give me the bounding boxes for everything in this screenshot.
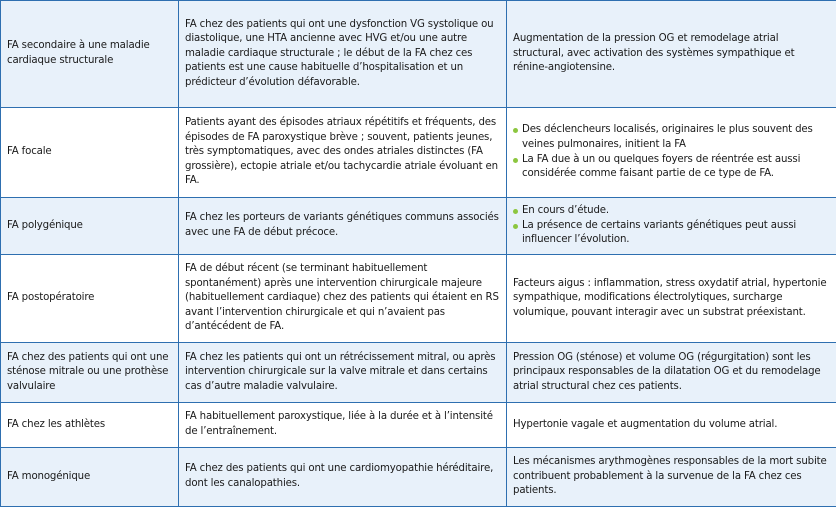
- table-row: [1, 198, 836, 255]
- mechanism-text: La présence de certains variants génétiques peut aussi influencer l’évolution.: [522, 219, 797, 246]
- description-cell: FA chez des patients qui ont une dysfonction VG systolique ou diastolique, une HTA ancienne avec HVG et/ou une autre maladie cardiaque structurale ; le début de la FA chez ces patients est une cause habituelle d’hospitalisation et un prédicteur d’évolution défavorable.: [179, 1, 507, 108]
- af-type-cell: FA postopératoire: [1, 255, 179, 343]
- mechanism-cell: [507, 108, 836, 198]
- af-type-cell: FA monogénique: [1, 448, 179, 507]
- table-row: [1, 448, 836, 507]
- table-row: [1, 255, 836, 343]
- description-cell: FA chez des patients qui ont une cardiomyopathie héréditaire, dont les canalopathies.: [179, 448, 507, 507]
- af-type-cell: FA chez les athlètes: [1, 403, 179, 448]
- mechanism-cell: Les mécanismes arythmogènes responsables de la mort subite contribuent probablement à la survenue de la FA chez ces patients.: [507, 448, 836, 507]
- mechanism-text: La FA due à un ou quelques foyers de réentrée est aussi considérée comme faisant partie de ce type de FA.: [522, 153, 801, 180]
- list-item: [513, 204, 830, 219]
- bullet-icon: [513, 224, 518, 229]
- bullet-icon: [513, 158, 518, 163]
- af-type-cell: FA focale: [1, 108, 179, 198]
- list-item: [513, 219, 830, 248]
- description-cell: Patients ayant des épisodes atriaux répétitifs et fréquents, des épisodes de FA paroxystique brève ; souvent, patients jeunes, très symptomatiques, avec des ondes atriales distinctes (FA grossière), ectopie atriale et/ou tachycardie atriale évoluant en FA.: [179, 108, 507, 198]
- bullet-icon: [513, 209, 518, 214]
- mechanism-cell: Augmentation de la pression OG et remodelage atrial structural, avec activation des systèmes sympathique et rénine-angiotensine.: [507, 1, 836, 108]
- description-cell: FA chez les porteurs de variants génétiques communs associés avec une FA de début précoce.: [179, 198, 507, 255]
- mechanism-text: Des déclencheurs localisés, originaires le plus souvent des veines pulmonaires, initient la FA: [522, 124, 813, 150]
- list-item: [513, 123, 830, 152]
- table-row: [1, 343, 836, 403]
- af-type-cell: FA polygénique: [1, 198, 179, 255]
- description-cell: FA chez les patients qui ont un rétrécissement mitral, ou après intervention chirurgicale sur la valve mitrale et dans certains cas d’autre maladie valvulaire.: [179, 343, 507, 403]
- mechanism-text: En cours d’étude.: [522, 205, 610, 217]
- table-row: [1, 108, 836, 198]
- mechanism-cell: Hypertonie vagale et augmentation du volume atrial.: [507, 403, 836, 448]
- description-cell: FA de début récent (se terminant habituellement spontanément) après une intervention chirurgicale majeure (habituellement cardiaque) chez des patients qui étaient en RS avant l’intervention chirurgicale et qui n’avaient pas d’antécédent de FA.: [179, 255, 507, 343]
- description-cell: FA habituellement paroxystique, liée à la durée et à l’intensité de l’entraînement.: [179, 403, 507, 448]
- mechanism-cell: Facteurs aigus : inflammation, stress oxydatif atrial, hypertonie sympathique, modifications électrolytiques, surcharge volumique, pouvant interagir avec un substrat préexistant.: [507, 255, 836, 343]
- list-item: [513, 153, 830, 182]
- mechanism-cell: [507, 198, 836, 255]
- table-row: [1, 1, 836, 108]
- bullet-icon: [513, 128, 518, 133]
- table-row: [1, 403, 836, 448]
- mechanism-cell: Pression OG (sténose) et volume OG (régurgitation) sont les principaux responsables de la dilatation OG et du remodelage atrial structural chez ces patients.: [507, 343, 836, 403]
- af-type-cell: FA secondaire à une maladie cardiaque structurale: [1, 1, 179, 108]
- af-type-cell: FA chez des patients qui ont une sténose mitrale ou une prothèse valvulaire: [1, 343, 179, 403]
